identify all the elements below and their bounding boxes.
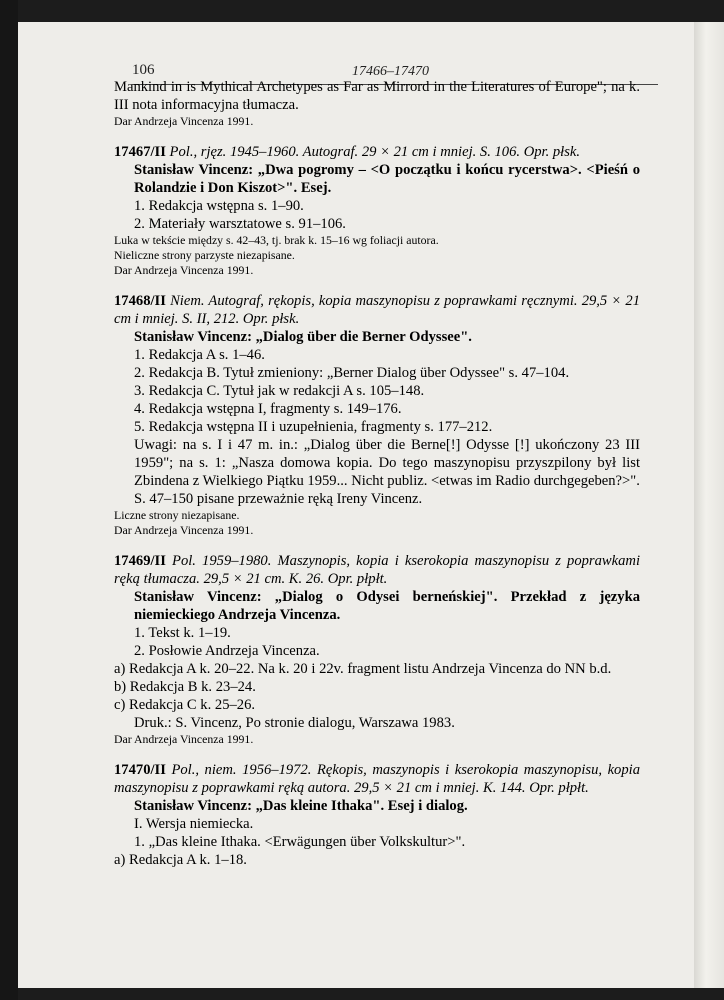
- entry-description: Pol., niem. 1956–1972. Rękopis, maszynopis i kserokopia maszynopisu, kopia maszynopisu z poprawkami ręką autora. 29,5 × 21 cm i mniej. K. 144. Opr. płpłt.: [114, 762, 640, 796]
- entry-remarks: Uwagi: na s. I i 47 m. in.: „Dialog über die Berne[!] Odysse [!] ukończony 23 III 1959"; na s. 1: „Nasza domowa kopia. Do tego maszynopisu przyszpilony był list Zbindena z Wielkiego Piątku 1959... Nicht publiz. <etwas im Radio durchgegeben?>".: [134, 437, 640, 489]
- entry-donor: Dar Andrzeja Vincenza 1991.: [114, 263, 254, 277]
- entry-number: 17468/II: [114, 293, 166, 309]
- entry-description: Niem. Autograf, rękopis, kopia maszynopisu z poprawkami ręcznymi. 29,5 × 21 cm i mniej. S. II, 212. Opr. płsk.: [114, 293, 640, 327]
- entry-item: 2. Redakcja B. Tytuł zmieniony: „Berner Dialog über Odyssee" s. 47–104.: [134, 365, 570, 381]
- entry-item: 5. Redakcja wstępna II i uzupełnienia, fragmenty s. 177–212.: [134, 419, 493, 435]
- entry-number: 17469/II: [114, 553, 166, 569]
- intro-donor: Dar Andrzeja Vincenza 1991.: [114, 114, 254, 128]
- entry-item: 1. Redakcja A s. 1–46.: [134, 347, 265, 363]
- entry-17469: [114, 552, 640, 747]
- entry-note: Nieliczne strony parzyste niezapisane.: [114, 248, 295, 262]
- entry-17467: [114, 143, 640, 278]
- entry-print-info: Druk.: S. Vincenz, Po stronie dialogu, Warszawa 1983.: [134, 715, 455, 731]
- facing-page-edge: [694, 22, 724, 988]
- scan-background: [0, 0, 18, 1000]
- catalog-content: [114, 78, 640, 869]
- entry-subitem: b) Redakcja B k. 23–24.: [114, 679, 256, 695]
- page-number: 106: [132, 62, 155, 78]
- entry-title: Stanisław Vincenz: „Dwa pogromy – <O początku i końcu rycerstwa>. <Pieśń o Rolandzie i Don Kiszot>". Esej.: [134, 162, 640, 196]
- entry-note: Luka w tekście między s. 42–43, tj. brak k. 15–16 wg foliacji autora.: [114, 233, 439, 247]
- entry-subitem: a) Redakcja A k. 20–22. Na k. 20 i 22v. fragment listu Andrzeja Vincenza do NN b.d.: [114, 661, 612, 677]
- entry-17468: [114, 292, 640, 538]
- entry-description: Pol. 1959–1980. Maszynopis, kopia i kserokopia maszynopisu z poprawkami ręką tłumacza. 29,5 × 21 cm. K. 26. Opr. płpłt.: [114, 553, 640, 587]
- entry-item: 3. Redakcja C. Tytuł jak w redakcji A s. 105–148.: [134, 383, 425, 399]
- entry-subitem: a) Redakcja A k. 1–18.: [114, 852, 247, 868]
- entry-donor: Dar Andrzeja Vincenza 1991.: [114, 732, 254, 746]
- running-title: 17466–17470: [352, 64, 429, 79]
- entry-item: 1. Redakcja wstępna s. 1–90.: [134, 198, 304, 214]
- entry-title: Stanisław Vincenz: „Dialog über die Berner Odyssee".: [134, 329, 472, 345]
- entry-17470: [114, 761, 640, 869]
- entry-subitem: c) Redakcja C k. 25–26.: [114, 697, 256, 713]
- entry-description: Pol., rjęz. 1945–1960. Autograf. 29 × 21 cm i mniej. S. 106. Opr. płsk.: [165, 144, 581, 160]
- entry-title: Stanisław Vincenz: „Das kleine Ithaka". Esej i dialog.: [134, 798, 468, 814]
- entry-item: 4. Redakcja wstępna I, fragmenty s. 149–176.: [134, 401, 402, 417]
- entry-item: I. Wersja niemiecka.: [134, 816, 254, 832]
- entry-donor: Dar Andrzeja Vincenza 1991.: [114, 523, 254, 537]
- entry-item: 2. Materiały warsztatowe s. 91–106.: [134, 216, 346, 232]
- entry-note: Liczne strony niezapisane.: [114, 508, 240, 522]
- entry-item: 1. „Das kleine Ithaka. <Erwägungen über Volkskultur>".: [134, 834, 466, 850]
- entry-remarks-hand: S. 47–150 pisane przeważnie ręką Ireny Vincenz.: [134, 491, 423, 507]
- entry-number: 17470/II: [114, 762, 166, 778]
- intro-text: Mankind in is Mythical Archetypes as Far as Mirrord in the Literatures of Europe"; na k. III nota informacyjna tłumacza.: [114, 79, 640, 113]
- entry-item: 2. Posłowie Andrzeja Vincenza.: [134, 643, 320, 659]
- entry-title: Stanisław Vincenz: „Dialog o Odysei berneńskiej". Przekład z języka niemieckiego Andrzeja Vincenza.: [134, 589, 640, 623]
- entry-number: 17467/II: [114, 144, 166, 160]
- entry-item: 1. Tekst k. 1–19.: [134, 625, 231, 641]
